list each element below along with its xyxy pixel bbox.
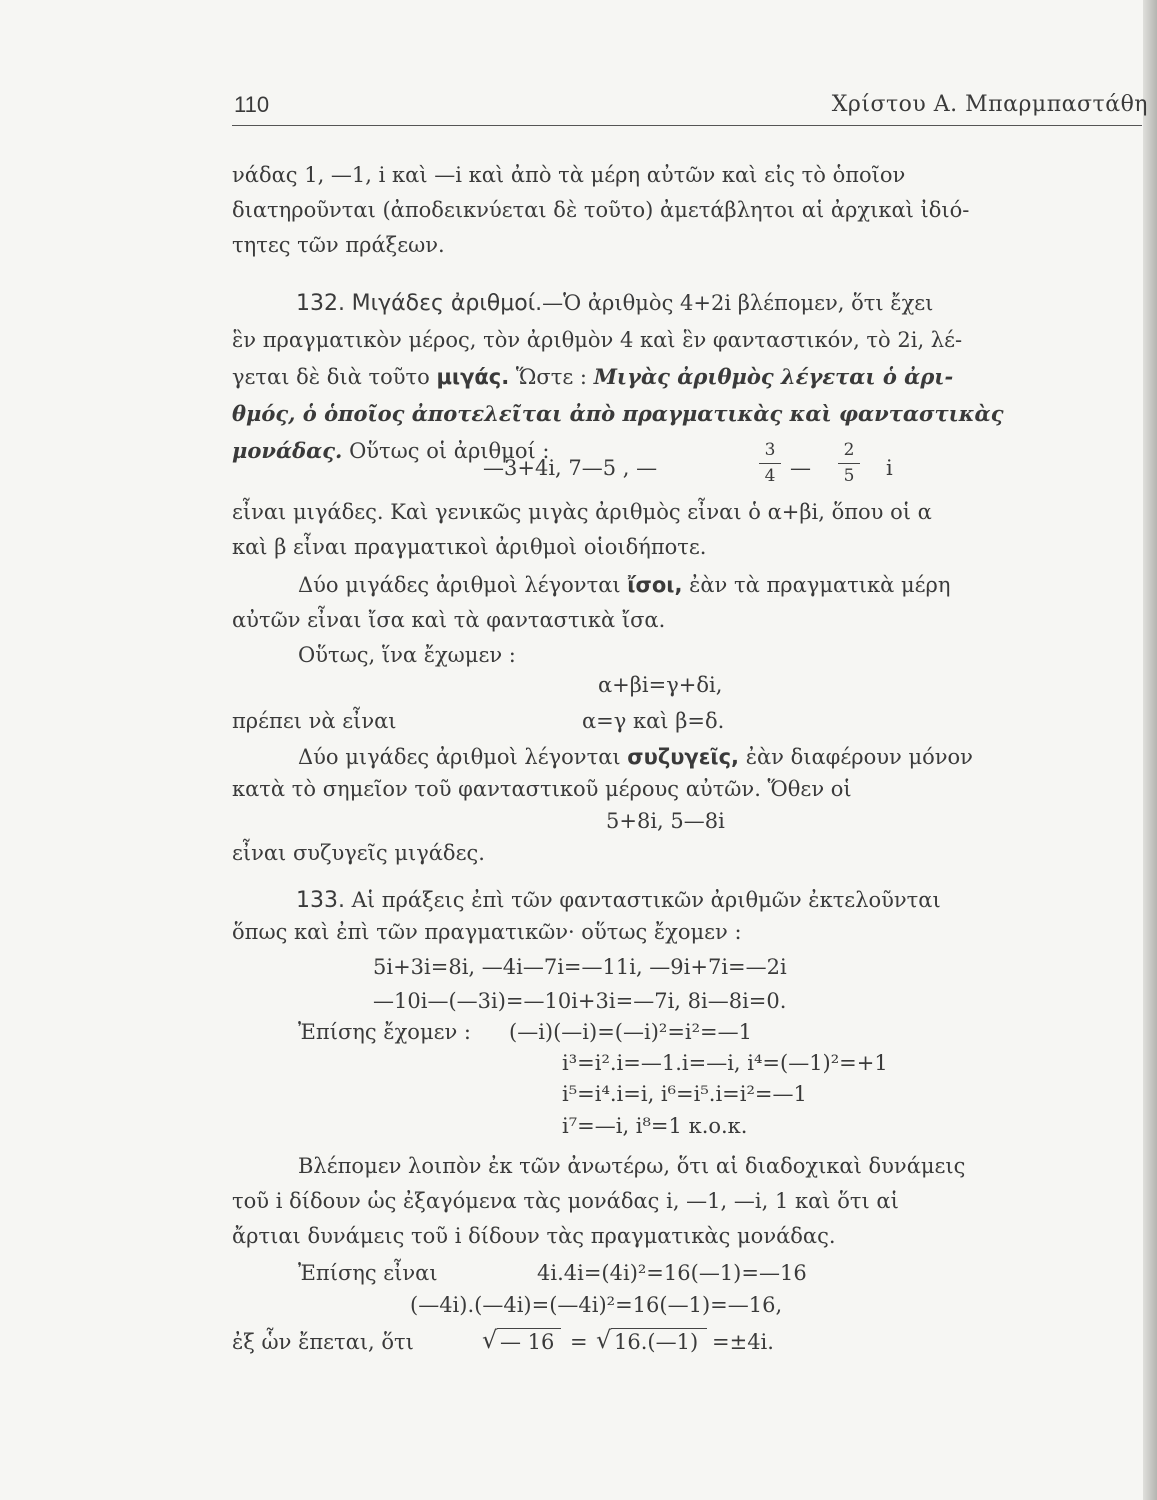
page-edge-shadow xyxy=(1143,0,1157,1500)
text-span: Αἱ πράξεις ἐπὶ τῶν φανταστικῶν ἀριθμῶν ἐκτελοῦνται xyxy=(351,888,941,912)
fraction-numerator: 2 xyxy=(843,440,855,460)
running-title: Χρίστου Α. Μπαρμπαστάθη xyxy=(831,92,1148,117)
text-span: γεται δὲ διὰ τοῦτο xyxy=(232,365,430,389)
text-span: Δύο μιγάδες ἀριθμοὶ λέγονται xyxy=(298,573,621,597)
equation-13-result: =±4i. xyxy=(712,1330,774,1354)
fraction-denominator: 5 xyxy=(843,466,855,486)
page-header xyxy=(232,92,1148,126)
equation-9: i⁵=i⁴.i=i, i⁶=i⁵.i=i²=—1 xyxy=(562,1082,807,1106)
equation-1-i: i xyxy=(886,456,893,480)
text-line: τητες τῶν πράξεων. xyxy=(232,233,445,257)
section-number: 133. xyxy=(296,888,345,913)
text-line: αὐτῶν εἶναι ἴσα καὶ τὰ φανταστικὰ ἴσα. xyxy=(232,608,666,632)
equation-3: α=γ καὶ β=δ. xyxy=(582,709,725,733)
equation-13-radicand-2: 16.(—1) xyxy=(614,1330,699,1354)
definition-text: Μιγὰς ἀριθμὸς λέγεται ὁ ἀρι- xyxy=(593,364,954,389)
text-line: ἓν πραγματικὸν μέρος, τὸν ἀριθμὸν 4 καὶ ἓν φανταστικόν, τὸ 2i, λέ- xyxy=(232,328,963,352)
section-132-heading xyxy=(296,288,933,319)
equation-13-equals: = xyxy=(570,1330,588,1354)
text-line: Ἐπίσης εἶναι xyxy=(298,1261,438,1285)
text-span: Δύο μιγάδες ἀριθμοὶ λέγονται xyxy=(298,745,621,769)
term-migas: μιγάς. xyxy=(436,365,510,389)
equation-1-minus: — xyxy=(790,456,811,480)
text-span: —Ὁ ἀριθμὸς 4+2i βλέπομεν, ὅτι ἔχει xyxy=(542,291,934,315)
equation-4: 5+8i, 5—8i xyxy=(606,809,725,833)
sqrt-sign: √ xyxy=(482,1326,498,1354)
text-line: Ἐπίσης ἔχομεν : xyxy=(298,1020,471,1044)
equation-2: α+βi=γ+δi, xyxy=(598,673,723,697)
term-syzygeis: συζυγεῖς, xyxy=(627,745,740,769)
page-number: 110 xyxy=(234,92,270,117)
text-line: εἶναι συζυγεῖς μιγάδες. xyxy=(232,841,485,865)
term-isoi: ἴσοι, xyxy=(627,573,683,597)
section-number: 132. xyxy=(296,291,345,316)
fraction-bar xyxy=(838,463,860,464)
definition-line: θμός, ὁ ὁποῖος ἀποτελεῖται ἀπὸ πραγματικὰς καὶ φανταστικὰς xyxy=(232,401,1004,426)
equation-10: i⁷=—i, i⁸=1 κ.ο.κ. xyxy=(562,1114,748,1138)
equation-5: 5i+3i=8i, —4i—7i=—11i, —9i+7i=—2i xyxy=(373,955,787,979)
text-span: Οὕτως οἱ ἀριθμοί : xyxy=(349,439,550,463)
section-title: Μιγάδες ἀριθμοί. xyxy=(351,291,543,316)
text-line: ὅπως καὶ ἐπὶ τῶν πραγματικῶν· οὕτως ἔχομεν : xyxy=(232,920,742,944)
text-line: ἐξ ὧν ἔπεται, ὅτι xyxy=(232,1330,414,1354)
text-span: ἐὰν διαφέρουν μόνον xyxy=(745,745,973,769)
definition-text: μονάδας. xyxy=(232,438,343,463)
equation-8: i³=i².i=—1.i=—i, i⁴=(—1)²=+1 xyxy=(562,1051,888,1075)
text-line: ἄρτιαι δυνάμεις τοῦ i δίδουν τὰς πραγματικὰς μονάδας. xyxy=(232,1224,836,1248)
sqrt-sign: √ xyxy=(596,1326,612,1354)
text-line: Βλέπομεν λοιπὸν ἐκ τῶν ἀνωτέρω, ὅτι αἱ διαδοχικαὶ δυνάμεις xyxy=(298,1154,966,1178)
fraction-numerator: 3 xyxy=(764,440,776,460)
text-span: Ὥστε : xyxy=(515,365,587,389)
text-line: κατὰ τὸ σημεῖον τοῦ φανταστικοῦ μέρους αὐτῶν. Ὅθεν οἱ xyxy=(232,777,852,801)
text-line: Οὕτως, ἵνα ἔχωμεν : xyxy=(298,643,516,667)
text-line: καὶ β εἶναι πραγματικοὶ ἀριθμοὶ οἱοιδήποτε. xyxy=(232,535,707,559)
equation-6: —10i—(—3i)=—10i+3i=—7i, 8i—8i=0. xyxy=(373,989,787,1013)
header-rule xyxy=(232,125,1142,126)
text-line xyxy=(298,570,950,600)
equation-12: (—4i).(—4i)=(—4i)²=16(—1)=—16, xyxy=(410,1293,783,1317)
text-line: διατηροῦνται (ἀποδεικνύεται δὲ τοῦτο) ἀμετάβλητοι αἱ ἀρχικαὶ ἰδιό- xyxy=(232,198,970,222)
fraction-denominator: 4 xyxy=(764,466,776,486)
equation-1: —3+4i, 7—5 , — xyxy=(483,456,658,480)
equation-11: 4i.4i=(4i)²=16(—1)=—16 xyxy=(537,1261,807,1285)
section-133-heading xyxy=(296,885,941,916)
text-span: ἐὰν τὰ πραγματικὰ μέρη xyxy=(689,573,951,597)
text-line: νάδας 1, —1, i καὶ —i καὶ ἀπὸ τὰ μέρη αὐτῶν καὶ εἰς τὸ ὁποῖον xyxy=(232,163,906,187)
text-line: εἶναι μιγάδες. Καὶ γενικῶς μιγὰς ἀριθμὸς εἶναι ὁ α+βi, ὅπου οἱ α xyxy=(232,500,932,524)
text-line xyxy=(298,742,973,772)
equation-7: (—i)(—i)=(—i)²=i²=—1 xyxy=(509,1020,753,1044)
text-line xyxy=(232,362,953,392)
fraction-bar xyxy=(759,463,781,464)
equation-13-radicand-1: — 16 xyxy=(500,1330,555,1354)
text-line: πρέπει νὰ εἶναι xyxy=(232,709,397,733)
text-line: τοῦ i δίδουν ὡς ἐξαγόμενα τὰς μονάδας i, —1, —i, 1 καὶ ὅτι αἱ xyxy=(232,1189,899,1213)
